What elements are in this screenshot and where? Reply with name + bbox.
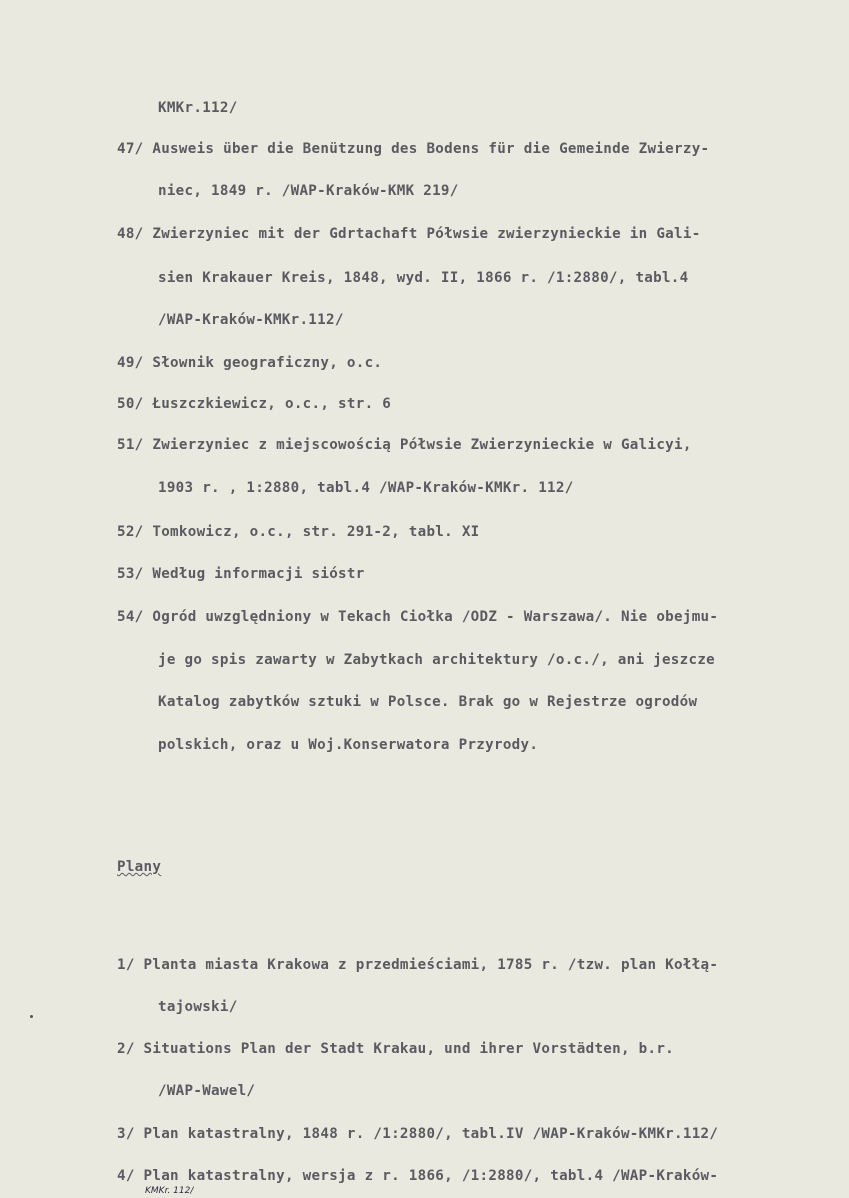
note-48-line-1: 48/ Zwierzyniec mit der Gdrtachaft Półwsie zwierzynieckie in Gali-: [117, 226, 701, 242]
plan-2-line-1: 2/ Situations Plan der Stadt Krakau, und ihrer Vorstädten, b.r.: [117, 1041, 675, 1057]
note-53-line-1: 53/ Według informacji sióstr: [117, 566, 365, 582]
plan-1-line-2: tajowski/: [158, 999, 238, 1015]
header-reference: KMKr.112/: [158, 100, 238, 116]
plan-3-line-1: 3/ Plan katastralny, 1848 r. /1:2880/, tabl.IV /WAP-Kraków-KMKr.112/: [117, 1126, 719, 1142]
note-52-line-1: 52/ Tomkowicz, o.c., str. 291-2, tabl. XI: [117, 524, 480, 540]
paper-speck: [30, 1015, 33, 1018]
note-54-line-4: polskich, oraz u Woj.Konserwatora Przyrody.: [158, 737, 539, 753]
note-54-line-3: Katalog zabytków sztuki w Polsce. Brak go w Rejestrze ogrodów: [158, 694, 698, 710]
note-54-line-1: 54/ Ogród uwzględniony w Tekach Ciołka /ODZ - Warszawa/. Nie obejmu-: [117, 609, 719, 625]
plan-2-line-2: /WAP-Wawel/: [158, 1083, 256, 1099]
note-54-line-2: je go spis zawarty w Zabytkach architektury /o.c./, ani jeszcze: [158, 652, 716, 668]
plan-4-line-1: 4/ Plan katastralny, wersja z r. 1866, /1:2880/, tabl.4 /WAP-Kraków-: [117, 1168, 719, 1184]
plan-1-line-1: 1/ Planta miasta Krakowa z przedmieściami, 1785 r. /tzw. plan Kołłą-: [117, 957, 719, 973]
note-48-line-3: /WAP-Kraków-KMKr.112/: [158, 312, 344, 328]
section-title-plans: Plany: [117, 859, 162, 875]
note-48-line-2: sien Krakauer Kreis, 1848, wyd. II, 1866 r. /1:2880/, tabl.4: [158, 270, 689, 286]
note-47-line-2: niec, 1849 r. /WAP-Kraków-KMK 219/: [158, 183, 459, 199]
note-49-line-1: 49/ Słownik geograficzny, o.c.: [117, 355, 383, 371]
note-50-line-1: 50/ Łuszczkiewicz, o.c., str. 6: [117, 396, 392, 412]
handwritten-note: KMKr. 112/: [145, 1186, 194, 1196]
note-51-line-1: 51/ Zwierzyniec z miejscowością Półwsie Zwierzynieckie w Galicyi,: [117, 437, 692, 453]
note-51-line-2: 1903 r. , 1:2880, tabl.4 /WAP-Kraków-KMKr. 112/: [158, 480, 574, 496]
note-47-line-1: 47/ Ausweis über die Benützung des Bodens für die Gemeinde Zwierzy-: [117, 141, 710, 157]
